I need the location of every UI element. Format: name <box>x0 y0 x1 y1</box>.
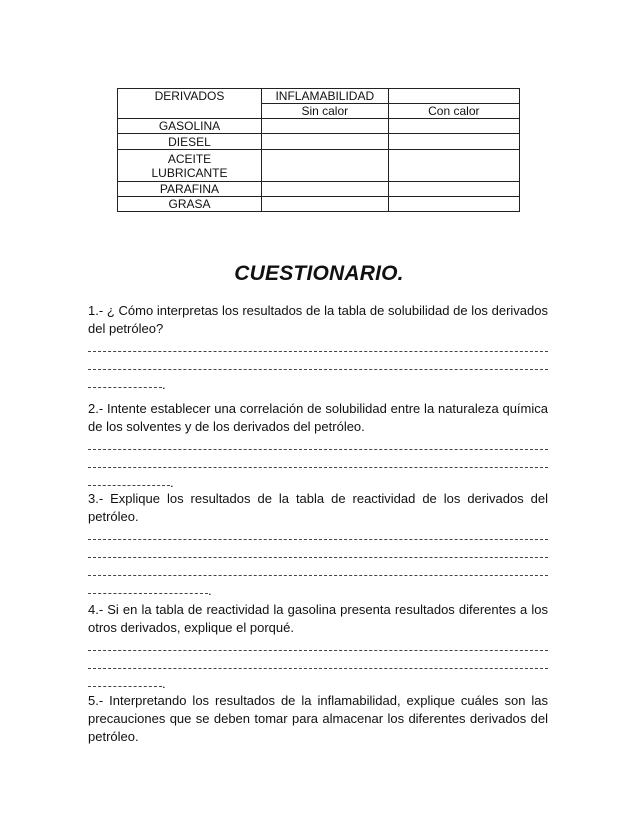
answer-line-segment <box>88 669 162 687</box>
question-5: 5.- Interpretando los resultados de la inflamabilidad, explique cuáles son las precauciones que se deben tomar para almacenar los diferentes derivados del petróleo. <box>88 693 548 744</box>
cell-empty <box>388 182 519 197</box>
table-row <box>118 119 520 134</box>
cell-empty <box>388 119 519 134</box>
cell-empty <box>261 182 388 197</box>
answer-line <box>88 352 548 370</box>
answer-line <box>88 540 548 558</box>
answer-line-last <box>88 669 548 691</box>
row-label-gasolina: GASOLINA <box>118 119 262 134</box>
page-title: CUESTIONARIO. <box>234 262 404 285</box>
subheader-sin-calor: Sin calor <box>261 104 388 119</box>
row-label-parafina: PARAFINA <box>118 182 262 197</box>
answer-line <box>88 651 548 669</box>
cell-empty <box>261 197 388 212</box>
table-header-row <box>118 89 520 104</box>
answer-line <box>88 334 548 352</box>
question-3: 3.- Explique los resultados de la tabla de reactividad de los derivados del petróleo. <box>88 491 548 524</box>
answer-line-last <box>88 370 548 392</box>
cell-empty <box>388 134 519 150</box>
answer-line-last <box>88 576 548 598</box>
row-label-diesel: DIESEL <box>118 134 262 150</box>
answer-area-1[interactable] <box>88 334 548 392</box>
flammability-table <box>117 88 520 212</box>
row-label-aceite-lubricante <box>118 150 262 182</box>
subheader-con-calor: Con calor <box>388 104 519 119</box>
cell-empty <box>261 134 388 150</box>
line-end-dot: . <box>170 475 174 490</box>
answer-line <box>88 633 548 651</box>
answer-area-2[interactable] <box>88 432 548 490</box>
cell-empty <box>261 150 388 182</box>
table-subheader-row <box>118 104 520 119</box>
answer-line <box>88 522 548 540</box>
question-2: 2.- Intente establecer una correlación de solubilidad entre la naturaleza química de los solventes y de los derivados del petróleo. <box>88 401 548 434</box>
row-label-line: LUBRICANTE <box>151 165 228 180</box>
question-4: 4.- Si en la tabla de reactividad la gasolina presenta resultados diferentes a los otros derivados, explique el porqué. <box>88 602 548 635</box>
cell-empty <box>261 119 388 134</box>
answer-area-3[interactable] <box>88 522 548 598</box>
table-row <box>118 197 520 212</box>
table-row <box>118 182 520 197</box>
subheader-empty <box>118 104 262 119</box>
cell-empty <box>388 150 519 182</box>
question-1: 1.- ¿ Cómo interpretas los resultados de la tabla de solubilidad de los derivados del petróleo? <box>88 303 548 336</box>
header-inflamabilidad: INFLAMABILIDAD <box>261 89 388 104</box>
cell-empty <box>388 197 519 212</box>
answer-line <box>88 432 548 450</box>
answer-line <box>88 558 548 576</box>
table-row <box>118 150 520 182</box>
header-empty <box>388 89 519 104</box>
line-end-dot: . <box>208 583 212 598</box>
answer-line-last <box>88 468 548 490</box>
answer-line-segment <box>88 370 162 388</box>
row-label-line: ACEITE <box>167 151 212 166</box>
header-derivados: DERIVADOS <box>118 89 262 104</box>
answer-line-segment <box>88 468 170 486</box>
line-end-dot: . <box>162 377 166 392</box>
line-end-dot: . <box>162 676 166 691</box>
table-row <box>118 134 520 150</box>
answer-line-segment <box>88 576 208 594</box>
answer-area-4[interactable] <box>88 633 548 691</box>
row-label-grasa: GRASA <box>118 197 262 212</box>
answer-line <box>88 450 548 468</box>
